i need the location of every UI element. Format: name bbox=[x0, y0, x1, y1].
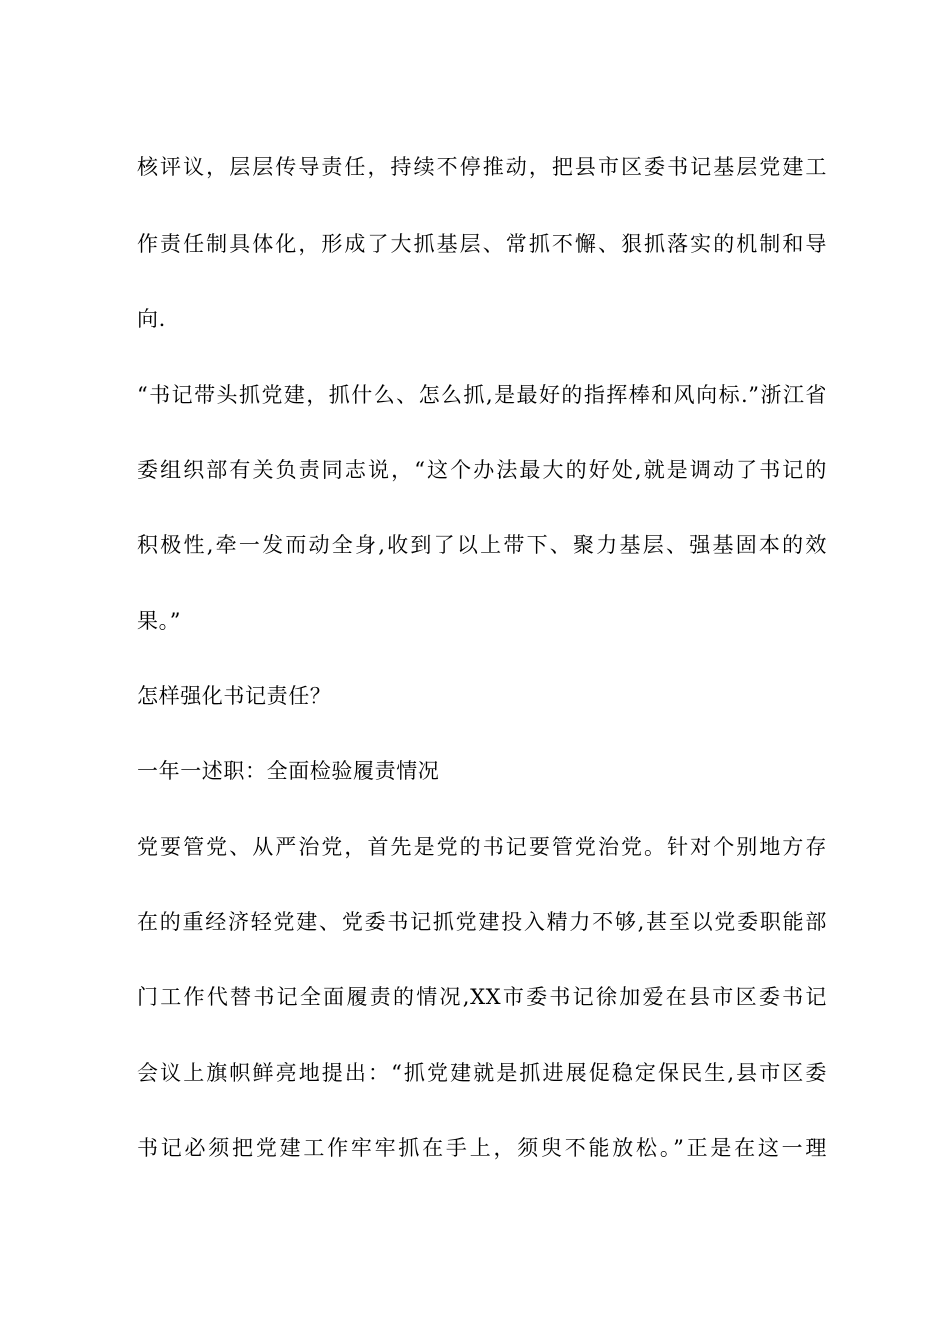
text-line: 在的重经济轻党建、党委书记抓党建投入精力不够,甚至以党委职能部 bbox=[137, 910, 827, 934]
section-heading: 一年一述职：全面检验履责情况 bbox=[137, 759, 440, 783]
text-line: 果。” bbox=[137, 609, 182, 633]
text-line: 核评议，层层传导责任，持续不停推动，把县市区委书记基层党建工 bbox=[137, 155, 827, 179]
text-line: 委组织部有关负责同志说，“这个办法最大的好处,就是调动了书记的 bbox=[137, 458, 827, 482]
text-line: 党要管党、从严治党，首先是党的书记要管党治党。针对个别地方存 bbox=[137, 835, 827, 859]
text-line: 会议上旗帜鲜亮地提出：“抓党建就是抓进展促稳定保民生,县市区委 bbox=[137, 1061, 827, 1085]
section-question: 怎样强化书记责任？ bbox=[137, 684, 332, 708]
text-line: 积极性,牵一发而动全身,收到了以上带下、聚力基层、强基固本的效 bbox=[137, 533, 827, 557]
text-line: “书记带头抓党建，抓什么、怎么抓,是最好的指挥棒和风向标.”浙江省 bbox=[137, 383, 827, 407]
text-line: 作责任制具体化，形成了大抓基层、常抓不懈、狠抓落实的机制和导 bbox=[137, 232, 827, 256]
text-line: 向. bbox=[137, 307, 166, 331]
text-line: 门工作代替书记全面履责的情况,XX市委书记徐加爱在县市区委书记 bbox=[137, 985, 827, 1009]
text-line: 书记必须把党建工作牢牢抓在手上，须臾不能放松。”正是在这一理 bbox=[137, 1136, 827, 1160]
